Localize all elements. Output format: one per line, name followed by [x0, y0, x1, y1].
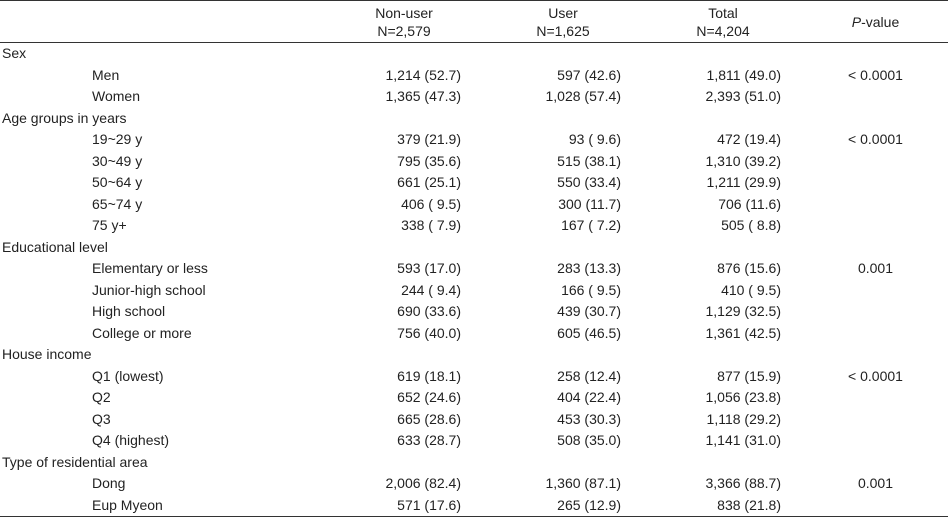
cell-total: 877 (15.9)	[717, 367, 781, 384]
row-label: Elementary or less	[92, 260, 208, 276]
cell-user: 453 (30.3)	[557, 410, 621, 427]
table-row	[0, 86, 948, 108]
header-pvalue-rest: -value	[861, 13, 900, 30]
cell-total: 1,211 (29.9)	[706, 174, 781, 190]
group-row	[0, 237, 948, 259]
cell-total: 1,310 (39.2)	[705, 152, 781, 169]
header-pvalue	[803, 1, 948, 43]
cell-pvalue	[803, 172, 948, 194]
group-row	[0, 108, 948, 130]
cell-user: 283 (13.3)	[557, 260, 621, 276]
cell-nonuser: 652 (24.6)	[397, 389, 461, 405]
header-nonuser-label: Non-user	[375, 4, 433, 21]
cell-pvalue	[803, 151, 948, 173]
cell-pvalue	[803, 495, 948, 517]
cell-total: 472 (19.4)	[717, 131, 781, 147]
row-label: 19~29 y	[92, 131, 143, 147]
header-empty	[0, 1, 325, 43]
cell-pvalue	[803, 430, 948, 452]
row-label: Dong	[92, 475, 126, 491]
cell-nonuser: 406 ( 9.5)	[401, 195, 461, 212]
cell-total: 706 (11.6)	[718, 195, 781, 212]
cell-nonuser: 2,006 (82.4)	[385, 475, 461, 491]
cell-pvalue	[803, 194, 948, 216]
row-label: Men	[92, 66, 120, 83]
header-pvalue-p: P	[851, 13, 862, 30]
cell-total: 3,366 (88.7)	[705, 475, 781, 491]
header-total-label: Total	[708, 4, 738, 21]
cell-nonuser: 756 (40.0)	[397, 324, 461, 341]
table-row	[0, 323, 948, 345]
cell-total: 1,118 (29.2)	[706, 410, 781, 427]
cell-user: 597 (42.6)	[557, 66, 621, 83]
header-row	[0, 1, 948, 43]
cell-user: 167 ( 7.2)	[561, 217, 621, 233]
cell-user: 439 (30.7)	[557, 303, 621, 319]
group-label: Type of residential area	[2, 453, 148, 470]
cell-nonuser: 661 (25.1)	[397, 174, 461, 190]
header-total-n: N=4,204	[696, 22, 750, 39]
cell-nonuser: 795 (35.6)	[397, 152, 461, 169]
cell-user: 265 (12.9)	[557, 496, 621, 513]
row-label: Q4 (highest)	[92, 432, 170, 448]
group-label: Sex	[2, 45, 27, 61]
group-label: House income	[2, 346, 92, 362]
table-row	[0, 366, 948, 388]
row-label: Junior-high school	[92, 281, 206, 298]
cell-pvalue: < 0.0001	[848, 367, 903, 384]
cell-user: 1,360 (87.1)	[545, 475, 621, 491]
cell-user: 605 (46.5)	[557, 324, 621, 341]
cell-user: 258 (12.4)	[557, 367, 621, 384]
cell-nonuser: 633 (28.7)	[397, 432, 461, 448]
header-total	[643, 1, 803, 43]
row-label: Q1 (lowest)	[92, 367, 164, 384]
row-label: College or more	[92, 324, 192, 341]
cell-pvalue	[803, 409, 948, 431]
cell-pvalue: 0.001	[857, 260, 894, 276]
row-label: High school	[92, 303, 166, 319]
cell-pvalue	[803, 323, 948, 345]
group-row	[0, 43, 948, 65]
table-row	[0, 495, 948, 517]
table-row	[0, 409, 948, 431]
cell-total: 1,361 (42.5)	[705, 324, 781, 341]
group-row	[0, 344, 948, 366]
cell-total: 876 (15.6)	[717, 260, 781, 276]
cell-user: 166 ( 9.5)	[561, 281, 621, 298]
cell-pvalue: 0.001	[857, 475, 894, 491]
group-row	[0, 452, 948, 474]
cell-pvalue: < 0.0001	[848, 66, 903, 83]
cell-nonuser: 593 (17.0)	[397, 260, 461, 276]
cell-pvalue	[803, 387, 948, 409]
header-nonuser	[325, 1, 483, 43]
cell-nonuser: 379 (21.9)	[397, 131, 461, 147]
cell-user: 300 (11.7)	[558, 195, 621, 212]
cell-total: 410 ( 9.5)	[721, 281, 781, 298]
table-body	[0, 43, 948, 517]
cell-pvalue	[803, 280, 948, 302]
cell-total: 1,129 (32.5)	[705, 303, 781, 319]
table-row	[0, 151, 948, 173]
table-row	[0, 387, 948, 409]
cell-user: 515 (38.1)	[557, 152, 621, 169]
header-nonuser-n: N=2,579	[377, 22, 431, 39]
cell-pvalue: < 0.0001	[848, 131, 903, 147]
cell-user: 1,028 (57.4)	[545, 88, 621, 104]
cell-nonuser: 571 (17.6)	[397, 496, 461, 513]
cell-pvalue	[803, 215, 948, 237]
cell-total: 1,056 (23.8)	[705, 389, 781, 405]
row-label: 65~74 y	[92, 195, 143, 212]
table-row	[0, 280, 948, 302]
row-label: 30~49 y	[92, 152, 143, 169]
cell-total: 1,811 (49.0)	[706, 66, 781, 83]
table-row	[0, 301, 948, 323]
header-user-label: User	[548, 4, 578, 21]
cell-user: 404 (22.4)	[557, 389, 621, 405]
cell-nonuser: 244 ( 9.4)	[401, 281, 461, 298]
cell-total: 838 (21.8)	[717, 496, 781, 513]
table-row	[0, 215, 948, 237]
table-row	[0, 129, 948, 151]
cell-total: 1,141 (31.0)	[705, 432, 781, 448]
table-row	[0, 258, 948, 280]
cell-nonuser: 665 (28.6)	[397, 410, 461, 427]
row-label: Q2	[92, 389, 111, 405]
cell-user: 508 (35.0)	[557, 432, 621, 448]
cell-pvalue	[803, 301, 948, 323]
cell-pvalue	[803, 86, 948, 108]
row-label: Q3	[92, 410, 111, 427]
cell-nonuser: 1,365 (47.3)	[385, 88, 461, 104]
cell-nonuser: 619 (18.1)	[397, 367, 461, 384]
header-user-n: N=1,625	[536, 22, 590, 39]
cell-user: 550 (33.4)	[557, 174, 621, 190]
table-row	[0, 65, 948, 87]
row-label: 50~64 y	[92, 174, 143, 190]
cell-user: 93 ( 9.6)	[568, 131, 621, 147]
group-label: Educational level	[2, 238, 108, 255]
table-row	[0, 473, 948, 495]
table-row	[0, 172, 948, 194]
cell-total: 2,393 (51.0)	[705, 88, 781, 104]
cell-nonuser: 1,214 (52.7)	[385, 66, 461, 83]
table-row	[0, 194, 948, 216]
row-label: 75 y+	[92, 217, 127, 233]
row-label: Eup Myeon	[92, 496, 163, 513]
row-label: Women	[92, 88, 140, 104]
header-user	[483, 1, 643, 43]
table-row	[0, 430, 948, 452]
group-label: Age groups in years	[2, 109, 127, 126]
cell-nonuser: 690 (33.6)	[397, 303, 461, 319]
cell-total: 505 ( 8.8)	[721, 217, 781, 233]
cell-nonuser: 338 ( 7.9)	[401, 217, 461, 233]
